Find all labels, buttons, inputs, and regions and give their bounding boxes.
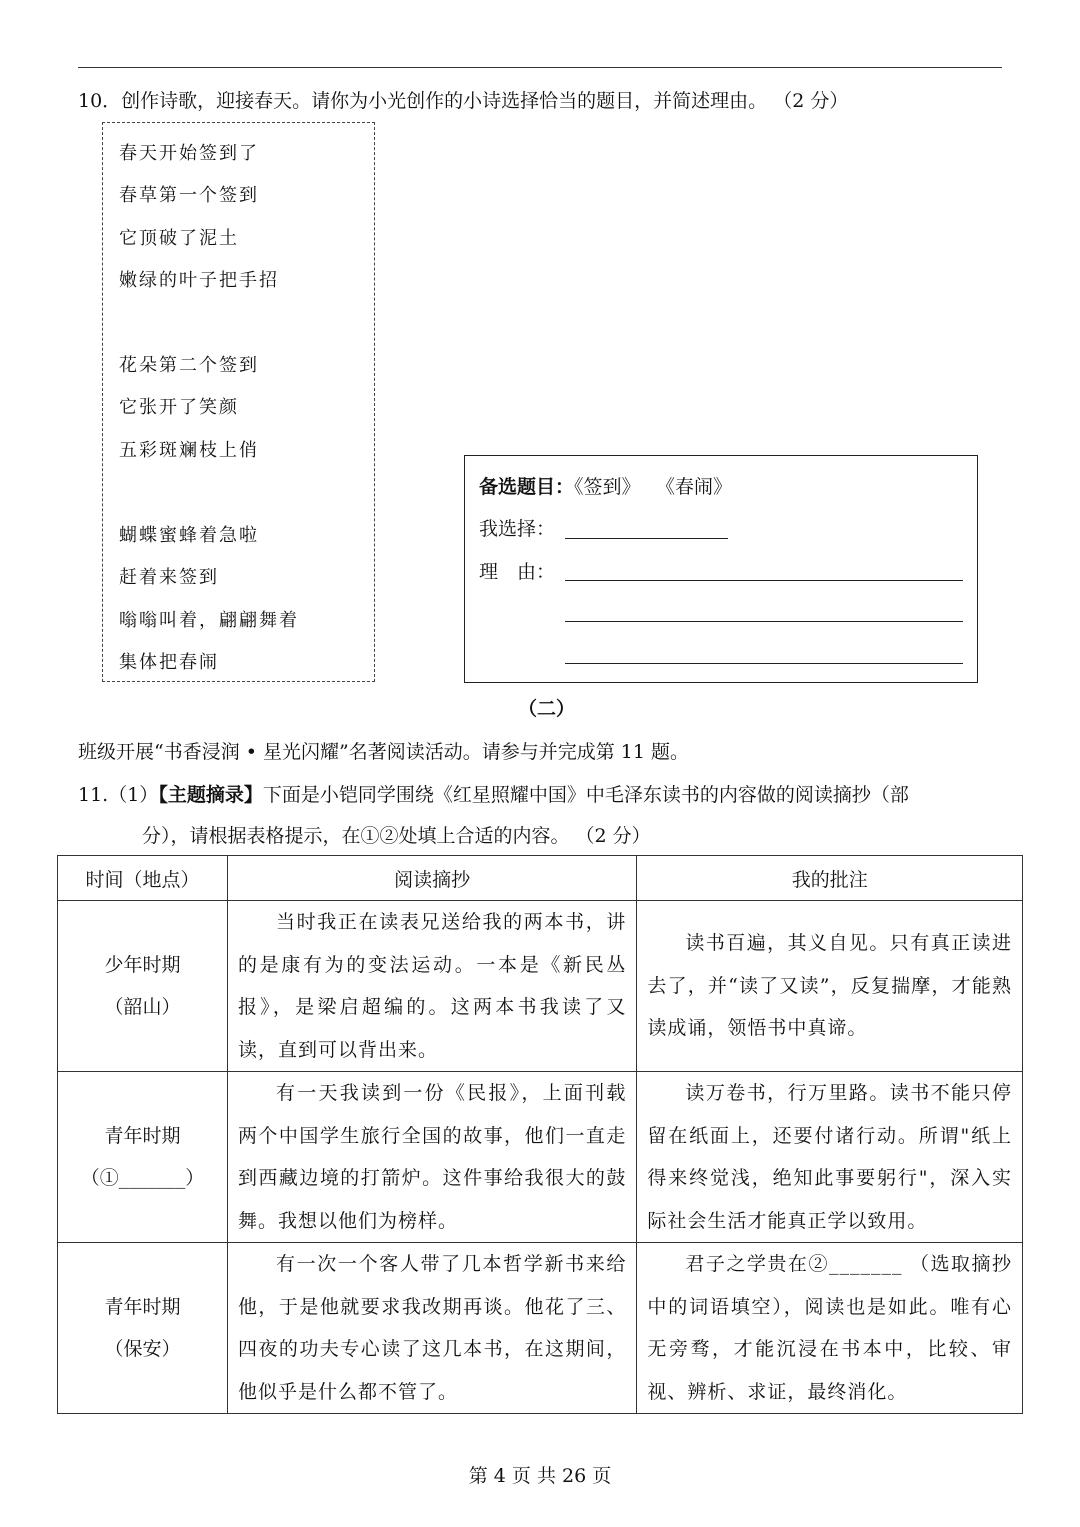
header-excerpt: 阅读摘抄 xyxy=(227,856,636,901)
options-label: 备选题目： xyxy=(479,476,575,498)
reason-answer-line[interactable] xyxy=(565,663,963,664)
table-row xyxy=(58,901,1023,1072)
place-blank-1[interactable]: （①_______） xyxy=(80,1167,205,1189)
poem-line: 嫩绿的叶子把手招 xyxy=(119,270,279,291)
period: 少年时期 xyxy=(104,954,181,976)
q11-number: 11.（1） xyxy=(78,784,159,806)
reason-answer-line[interactable] xyxy=(565,621,963,622)
reason-label: 理 由： xyxy=(479,561,556,583)
excerpt: 有一天我读到一份《民报》，上面刊载两个中国学生旅行全国的故事，他们一直走到西藏边境的打箭炉。这件事给我很大的鼓舞。我想以他们为榜样。 xyxy=(227,1072,636,1243)
period: 青年时期 xyxy=(104,1125,181,1147)
poem-line: 蝴蝶蜜蜂着急啦 xyxy=(119,525,259,546)
place: （保安） xyxy=(104,1338,181,1360)
table-row xyxy=(58,1072,1023,1243)
place: （韶山） xyxy=(104,996,181,1018)
poem-line: 赶着来签到 xyxy=(119,567,219,588)
q11-text: 下面是小铠同学围绕《红星照耀中国》中毛泽东读书的内容做的阅读摘抄（部 xyxy=(262,784,909,806)
choose-label: 我选择： xyxy=(479,518,556,540)
header-time: 时间（地点） xyxy=(58,856,228,901)
excerpt: 当时我正在读表兄送给我的两本书，讲的是康有为的变法运动。一本是《新民丛报》，是梁启超编的。这两本书我读了又读，直到可以背出来。 xyxy=(227,901,636,1072)
reason-answer-line[interactable] xyxy=(565,580,963,581)
period: 青年时期 xyxy=(104,1296,181,1318)
table-row xyxy=(58,1243,1023,1414)
choose-answer-line[interactable] xyxy=(565,538,728,539)
activity-intro: 班级开展“书香浸润 • 星光闪耀”名著阅读活动。请参与并完成第 11 题。 xyxy=(78,741,689,763)
reading-table xyxy=(57,855,1023,1414)
poem-line: 嗡嗡叫着，翩翩舞着 xyxy=(119,610,299,631)
poem-line: 集体把春闹 xyxy=(119,652,219,673)
note: 读书百遍，其义自见。只有真正读进去了，并“读了又读”，反复揣摩，才能熟读成诵，领悟书中真谛。 xyxy=(637,901,1023,1072)
answer-box xyxy=(464,455,978,683)
poem-line: 五彩斑斓枝上俏 xyxy=(119,440,259,461)
poem-line: 它张开了笑颜 xyxy=(119,397,239,418)
title-options: 《签到》 《春闹》 xyxy=(574,476,733,498)
poem-line: 春天开始签到了 xyxy=(119,143,259,164)
top-rule xyxy=(78,67,1002,68)
header-note: 我的批注 xyxy=(637,856,1023,901)
section-heading: （二） xyxy=(518,698,576,720)
page-footer: 第 4 页 共 26 页 xyxy=(468,1465,612,1487)
poem-line: 花朵第二个签到 xyxy=(119,355,259,376)
poem-line: 它顶破了泥土 xyxy=(119,228,239,249)
note: 读万卷书，行万里路。读书不能只停留在纸面上，还要付诸行动。所谓"纸上得来终觉浅，绝知此事要躬行"，深入实际社会生活才能真正学以致用。 xyxy=(637,1072,1023,1243)
note-blank-2[interactable]: 君子之学贵在②_______ （选取摘抄中的词语填空），阅读也是如此。唯有心无旁骛，才能沉浸在书本中，比较、审视、辨析、求证，最终消化。 xyxy=(637,1243,1023,1414)
poem-box xyxy=(102,122,375,682)
question-10: 10．创作诗歌，迎接春天。请你为小光创作的小诗选择恰当的题目，并简述理由。 （2 分） xyxy=(78,90,849,112)
excerpt: 有一次一个客人带了几本哲学新书来给他，于是他就要求我改期再谈。他花了三、四夜的功夫专心读了这几本书，在这期间，他似乎是什么都不管了。 xyxy=(227,1243,636,1414)
poem-line: 春草第一个签到 xyxy=(119,185,259,206)
q11-tag: 【主题摘录】 xyxy=(158,784,263,806)
q11-text-cont: 分），请根据表格提示，在①②处填上合适的内容。 （2 分） xyxy=(142,825,651,847)
